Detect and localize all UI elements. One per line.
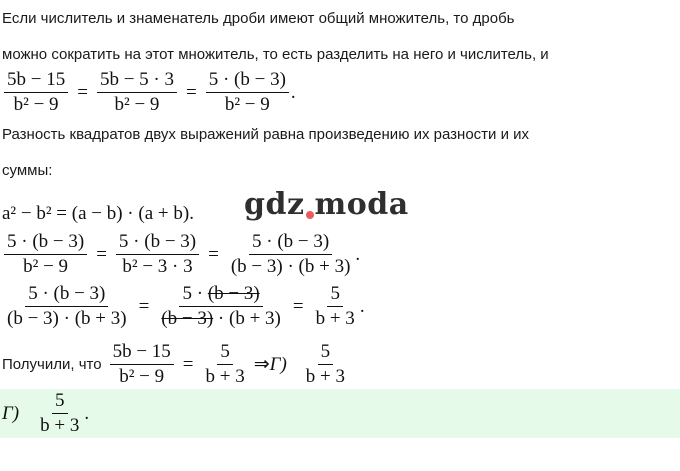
denominator: b + 3 <box>305 366 346 387</box>
numerator: 5 · (b − 3) <box>4 231 87 255</box>
numerator: 5 <box>217 341 233 365</box>
equals-sign: = <box>138 295 150 317</box>
fraction <box>303 341 348 388</box>
difference-of-squares-formula: a² − b² = (a − b) · (a + b). <box>2 203 194 224</box>
equation-1 <box>2 69 296 116</box>
answer-line <box>2 389 89 438</box>
cancelled-factor: (b − 3) <box>207 283 260 304</box>
fraction <box>116 231 199 278</box>
paragraph-1-line-2: можно сократить на этот множитель, то есть разделить на него и числитель, и <box>2 46 549 63</box>
period: . <box>359 295 365 317</box>
fraction <box>4 283 130 330</box>
denominator: (b − 3) · (b + 3) <box>7 308 127 329</box>
answer-label: Г) <box>2 402 20 424</box>
numerator: 5 · (b − 3) <box>249 231 332 255</box>
paragraph-1-line-1: Если числитель и знаменатель дроби имеют общий множитель, то дробь <box>2 10 515 27</box>
equation-3 <box>2 231 360 278</box>
fraction <box>4 231 87 278</box>
denominator: b² − 3 · 3 <box>122 256 193 277</box>
denominator: (b − 3) · (b + 3) <box>230 256 351 277</box>
equals-sign: = <box>96 243 107 265</box>
numerator: 5b − 15 <box>110 341 174 365</box>
paragraph-2-line-2: суммы: <box>2 162 53 179</box>
numerator: 5 · (b − 3) <box>206 69 289 93</box>
paragraph-2-line-1: Разность квадратов двух выражений равна произведению их разности и их <box>2 126 530 143</box>
equation-4 <box>2 283 365 330</box>
watermark-logo <box>244 187 409 222</box>
denominator: b² − 9 <box>224 94 270 115</box>
numerator: 5 <box>318 341 334 365</box>
period: . <box>84 402 90 424</box>
watermark-text-b: moda <box>314 187 409 222</box>
equation-2 <box>2 203 194 225</box>
implies-arrow: ⇒ <box>253 354 270 375</box>
fraction <box>97 69 177 116</box>
fraction-cancelled <box>158 283 284 330</box>
fraction <box>228 231 354 278</box>
fraction <box>203 341 248 388</box>
fraction <box>313 283 358 330</box>
period: . <box>355 243 361 265</box>
numerator: 5 · (b − 3) <box>116 231 199 255</box>
conclusion-prefix: Получили, что <box>2 356 102 373</box>
numerator: 5b − 15 <box>4 69 68 93</box>
denominator: b² − 9 <box>23 256 69 277</box>
denominator <box>158 307 284 330</box>
option-label: Г) <box>269 353 287 375</box>
denominator: b + 3 <box>205 366 245 387</box>
numerator: 5 <box>52 390 68 414</box>
answer-highlight-band <box>0 389 680 438</box>
watermark-dot <box>306 211 314 219</box>
denominator: b² − 9 <box>114 94 160 115</box>
numerator: 5 <box>327 283 343 307</box>
fraction <box>206 69 289 116</box>
numerator-factor: 5 · <box>182 283 208 304</box>
denominator: b + 3 <box>40 415 80 436</box>
denominator: b² − 9 <box>119 366 165 387</box>
period: . <box>290 81 296 103</box>
fraction <box>110 341 174 388</box>
answer-fraction <box>37 390 82 437</box>
denominator: b² − 9 <box>13 94 59 115</box>
equals-sign: = <box>208 243 219 265</box>
numerator <box>179 283 262 307</box>
equals-sign: = <box>182 353 194 375</box>
equals-sign: = <box>185 81 197 103</box>
conclusion-line <box>2 341 350 388</box>
cancelled-factor: (b − 3) <box>161 308 214 329</box>
watermark-text-a: gdz <box>244 187 305 222</box>
numerator: 5b − 5 · 3 <box>97 69 177 93</box>
conclusion-math <box>108 341 350 388</box>
denominator-factor: · (b + 3) <box>213 308 281 329</box>
equals-sign: = <box>77 81 88 103</box>
denominator: b + 3 <box>315 308 355 329</box>
equals-sign: = <box>292 295 304 317</box>
fraction <box>4 69 68 116</box>
numerator: 5 · (b − 3) <box>25 283 108 307</box>
